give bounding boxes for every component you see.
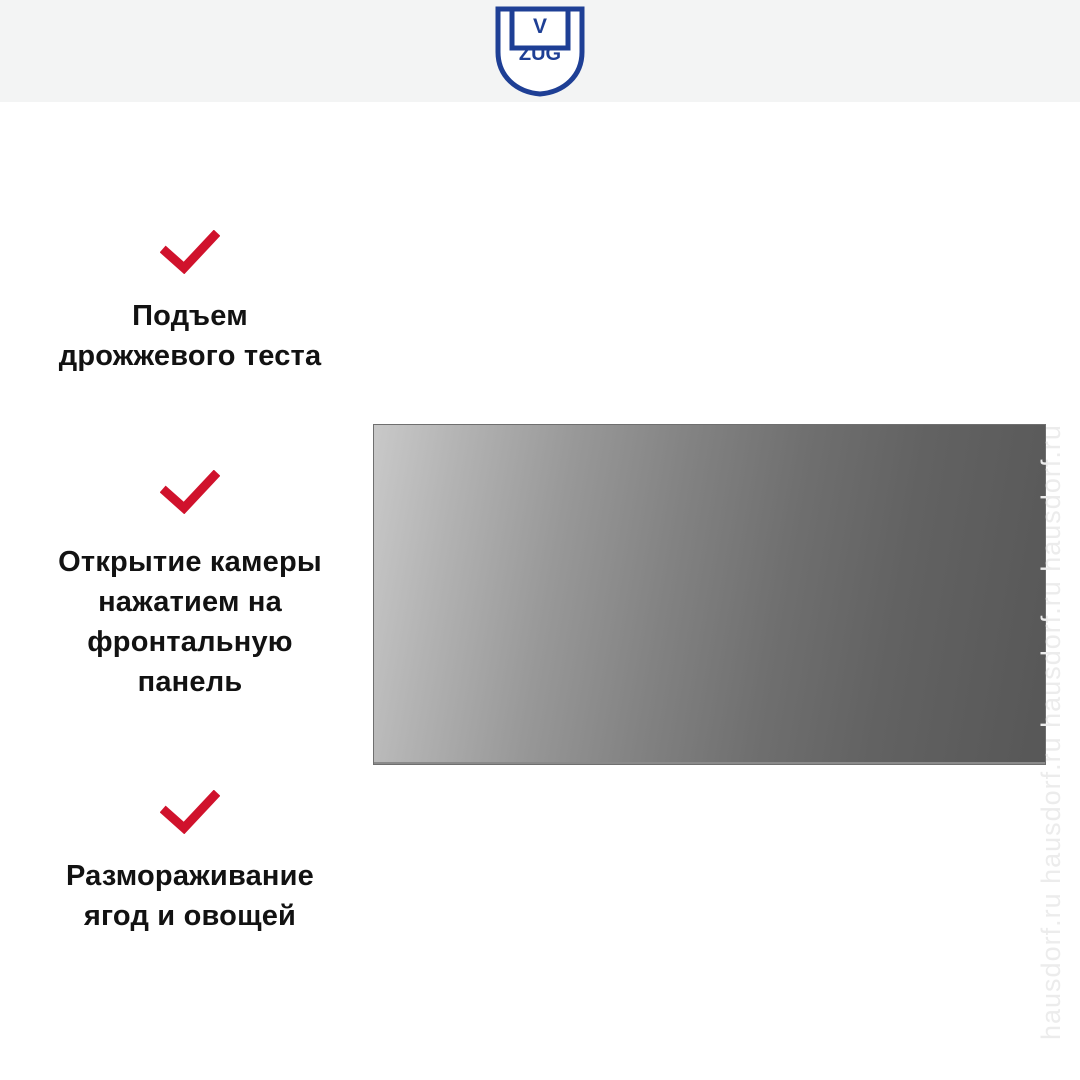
feature-defrosting [20,790,360,936]
logo-letter-v: V [532,15,548,38]
feature-push-to-open [20,470,360,702]
feature-text [20,856,360,936]
vzug-logo [494,6,586,98]
feature-text-line: фронтальную [87,626,293,658]
checkmark-icon [160,230,220,274]
drawer-front-panel-image [373,424,1046,765]
feature-text-line: дрожжевого теста [58,340,322,372]
feature-text-line: ягод и овощей [83,900,297,932]
checkmark-icon [160,470,220,514]
feature-text-line: Размораживание [66,860,314,892]
feature-dough-proofing [20,230,360,376]
feature-text-line: Подъем [132,300,248,332]
feature-text-line: Открытие камеры [58,546,322,578]
logo-text: ZUG [518,43,562,65]
checkmark-icon [160,790,220,834]
panel-edge [374,762,1045,764]
watermark: hausdorf.ru hausdorf.ru hausdorf.ru hausdorf.ru [1036,424,1066,1040]
header-bar [0,0,1080,102]
feature-text [20,296,360,376]
feature-text [20,542,360,702]
feature-text-line: панель [137,666,243,698]
feature-text-line: нажатием на [98,586,282,618]
